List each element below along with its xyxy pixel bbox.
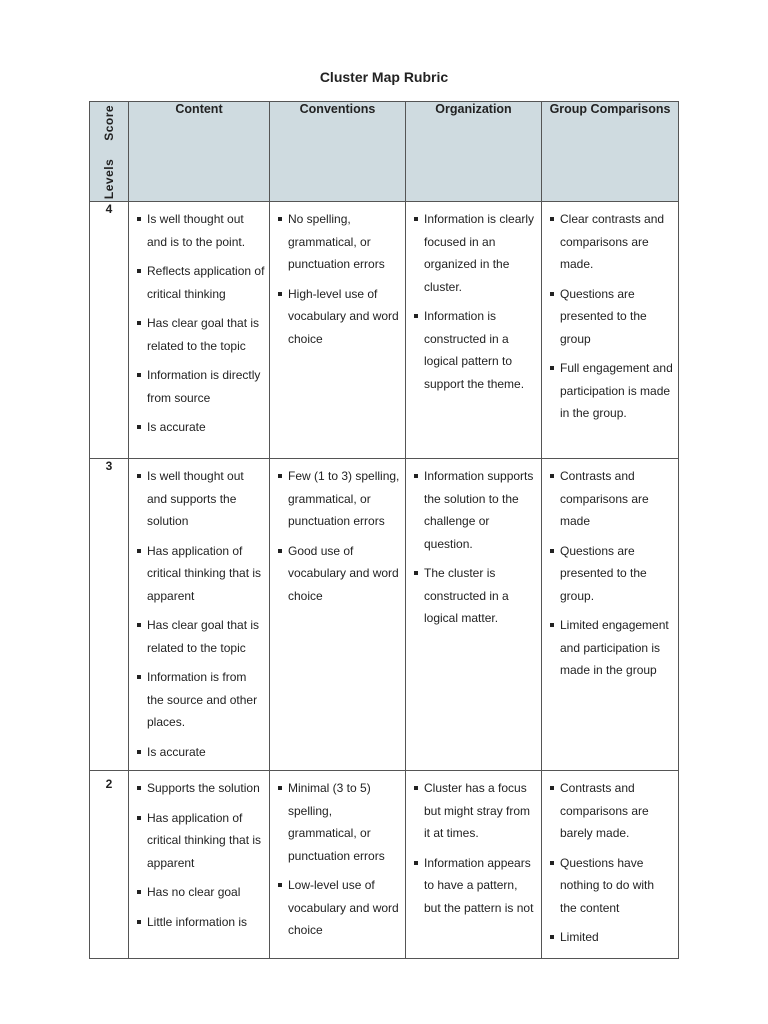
criterion-item: Little information is — [137, 911, 265, 934]
criterion-item: Contrasts and comparisons are barely made. — [550, 777, 674, 845]
organization-criteria-list — [406, 459, 541, 630]
conventions-criteria-list — [270, 771, 405, 952]
criterion-item: Information is directly from source — [137, 364, 265, 409]
organization-criteria-list — [406, 771, 541, 952]
rubric-row — [90, 202, 679, 459]
criterion-item: High-level use of vocabulary and word choice — [278, 283, 401, 351]
content-cell — [129, 771, 270, 959]
content-criteria-list — [129, 771, 269, 952]
group-cell — [542, 202, 679, 459]
criterion-item: Questions are presented to the group. — [550, 540, 674, 608]
criterion-item: Limited — [550, 926, 674, 949]
criterion-item: Information is clearly focused in an organized in the cluster. — [414, 208, 537, 298]
content-cell — [129, 202, 270, 459]
score-levels-header — [90, 102, 129, 202]
group-criteria-list — [542, 459, 678, 682]
group-criteria-list — [542, 202, 678, 425]
document-title: Cluster Map Rubric — [319, 69, 449, 85]
conventions-cell — [270, 771, 406, 959]
rubric-row — [90, 771, 679, 959]
group-cell — [542, 771, 679, 959]
criterion-item: Has clear goal that is related to the topic — [137, 614, 265, 659]
criterion-item: Questions are presented to the group — [550, 283, 674, 351]
rubric-row — [90, 459, 679, 771]
criterion-item: Has no clear goal — [137, 881, 265, 904]
criterion-item: Minimal (3 to 5) spelling, grammatical, or punctuation errors — [278, 777, 401, 867]
criterion-item: Supports the solution — [137, 777, 265, 800]
criterion-item: Information supports the solution to the challenge or question. — [414, 465, 537, 555]
score-cell: 3 — [90, 459, 129, 771]
group-cell — [542, 459, 679, 771]
conventions-cell — [270, 202, 406, 459]
criterion-item: Is well thought out and supports the solution — [137, 465, 265, 533]
criterion-item: The cluster is constructed in a logical matter. — [414, 562, 537, 630]
organization-cell — [406, 202, 542, 459]
content-criteria-list — [129, 459, 269, 763]
rubric-table — [89, 101, 679, 959]
criterion-item: Is well thought out and is to the point. — [137, 208, 265, 253]
conventions-criteria-list — [270, 459, 405, 607]
criterion-item: Is accurate — [137, 741, 265, 764]
criterion-item: No spelling, grammatical, or punctuation errors — [278, 208, 401, 276]
conventions-header: Conventions — [270, 102, 406, 202]
criterion-item: Limited engagement and participation is made in the group — [550, 614, 674, 682]
organization-cell — [406, 459, 542, 771]
criterion-item: Information appears to have a pattern, but the pattern is not — [414, 852, 537, 920]
conventions-criteria-list — [270, 202, 405, 350]
conventions-cell — [270, 459, 406, 771]
organization-criteria-list — [406, 202, 541, 395]
criterion-item: Contrasts and comparisons are made — [550, 465, 674, 533]
criterion-item: Information is constructed in a logical pattern to support the theme. — [414, 305, 537, 395]
criterion-item: Questions have nothing to do with the content — [550, 852, 674, 920]
criterion-item: Has application of critical thinking that is apparent — [137, 807, 265, 875]
score-label: Score — [102, 104, 116, 141]
criterion-item: Has clear goal that is related to the topic — [137, 312, 265, 357]
criterion-item: Has application of critical thinking that is apparent — [137, 540, 265, 608]
criterion-item: Full engagement and participation is made in the group. — [550, 357, 674, 425]
organization-cell — [406, 771, 542, 959]
header-row — [90, 102, 679, 202]
criterion-item: Reflects application of critical thinking — [137, 260, 265, 305]
content-criteria-list — [129, 202, 269, 439]
group-criteria-list — [542, 771, 678, 952]
criterion-item: Information is from the source and other places. — [137, 666, 265, 734]
criterion-item: Few (1 to 3) spelling, grammatical, or punctuation errors — [278, 465, 401, 533]
criterion-item: Low-level use of vocabulary and word choice — [278, 874, 401, 942]
criterion-item: Cluster has a focus but might stray from it at times. — [414, 777, 537, 845]
criterion-item: Is accurate — [137, 416, 265, 439]
criterion-item: Good use of vocabulary and word choice — [278, 540, 401, 608]
content-cell — [129, 459, 270, 771]
score-cell: 4 — [90, 202, 129, 459]
score-cell: 2 — [90, 771, 129, 959]
group-comparisons-header: Group Comparisons — [542, 102, 679, 202]
criterion-item: Clear contrasts and comparisons are made. — [550, 208, 674, 276]
content-header: Content — [129, 102, 270, 202]
levels-label: Levels — [102, 158, 116, 200]
organization-header: Organization — [406, 102, 542, 202]
